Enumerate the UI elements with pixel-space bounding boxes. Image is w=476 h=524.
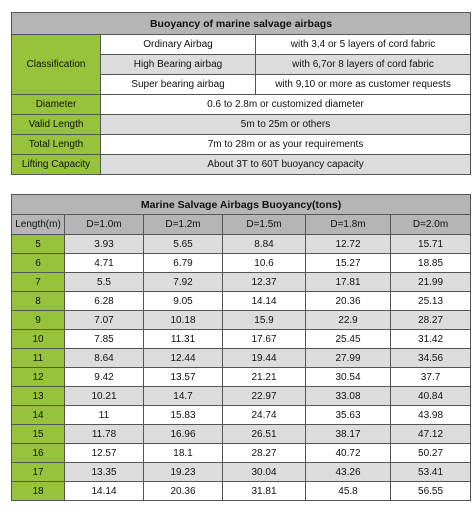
diameter-value: 0.6 to 2.8m or customized diameter xyxy=(101,95,471,115)
buoyancy-cell: 6.79 xyxy=(144,254,223,273)
class-name: High Bearing airbag xyxy=(101,55,256,75)
buoyancy-cell: 7.92 xyxy=(144,273,223,292)
table-row xyxy=(12,387,471,406)
class-name: Super bearing airbag xyxy=(101,75,256,95)
buoyancy-table xyxy=(11,194,471,501)
length-cell: 7 xyxy=(12,273,65,292)
buoyancy-cell: 19.44 xyxy=(223,349,306,368)
buoyancy-cell: 4.71 xyxy=(65,254,144,273)
length-cell: 14 xyxy=(12,406,65,425)
buoyancy-cell: 31.81 xyxy=(223,482,306,501)
buoyancy-table-title: Marine Salvage Airbags Buoyancy(tons) xyxy=(12,195,471,215)
buoyancy-cell: 7.07 xyxy=(65,311,144,330)
buoyancy-cell: 8.64 xyxy=(65,349,144,368)
buoyancy-cell: 11.78 xyxy=(65,425,144,444)
buoyancy-cell: 13.57 xyxy=(144,368,223,387)
column-header-d1.5: D=1.5m xyxy=(223,215,306,235)
length-cell: 6 xyxy=(12,254,65,273)
buoyancy-cell: 16.96 xyxy=(144,425,223,444)
buoyancy-cell: 28.27 xyxy=(391,311,471,330)
total-length-value: 7m to 28m or as your requirements xyxy=(101,135,471,155)
diameter-label: Diameter xyxy=(12,95,101,115)
buoyancy-cell: 3.93 xyxy=(65,235,144,254)
length-cell: 18 xyxy=(12,482,65,501)
buoyancy-cell: 9.05 xyxy=(144,292,223,311)
buoyancy-cell: 5.65 xyxy=(144,235,223,254)
class-description: with 3,4 or 5 layers of cord fabric xyxy=(256,35,471,55)
buoyancy-cell: 40.72 xyxy=(306,444,391,463)
buoyancy-cell: 31.42 xyxy=(391,330,471,349)
buoyancy-cell: 15.71 xyxy=(391,235,471,254)
length-cell: 16 xyxy=(12,444,65,463)
column-header-d1.8: D=1.8m xyxy=(306,215,391,235)
table-row xyxy=(12,330,471,349)
buoyancy-cell: 19.23 xyxy=(144,463,223,482)
length-cell: 9 xyxy=(12,311,65,330)
table-row xyxy=(12,235,471,254)
buoyancy-cell: 22.97 xyxy=(223,387,306,406)
buoyancy-cell: 13.35 xyxy=(65,463,144,482)
column-header-d1.0: D=1.0m xyxy=(65,215,144,235)
spec-table-title: Buoyancy of marine salvage airbags xyxy=(12,13,471,35)
class-description: with 6,7or 8 layers of cord fabric xyxy=(256,55,471,75)
buoyancy-cell: 43.26 xyxy=(306,463,391,482)
buoyancy-cell: 12.37 xyxy=(223,273,306,292)
buoyancy-table-body xyxy=(12,235,471,501)
buoyancy-cell: 15.9 xyxy=(223,311,306,330)
column-header-length: Length(m) xyxy=(12,215,65,235)
buoyancy-cell: 28.27 xyxy=(223,444,306,463)
length-cell: 8 xyxy=(12,292,65,311)
buoyancy-cell: 15.27 xyxy=(306,254,391,273)
buoyancy-cell: 5.5 xyxy=(65,273,144,292)
table-row xyxy=(12,273,471,292)
buoyancy-cell: 24.74 xyxy=(223,406,306,425)
buoyancy-cell: 14.14 xyxy=(65,482,144,501)
buoyancy-cell: 20.36 xyxy=(144,482,223,501)
buoyancy-cell: 30.54 xyxy=(306,368,391,387)
buoyancy-cell: 6.28 xyxy=(65,292,144,311)
table-row xyxy=(12,254,471,273)
buoyancy-cell: 35.63 xyxy=(306,406,391,425)
buoyancy-cell: 47.12 xyxy=(391,425,471,444)
valid-length-label: Valid Length xyxy=(12,115,101,135)
buoyancy-cell: 22.9 xyxy=(306,311,391,330)
buoyancy-cell: 38.17 xyxy=(306,425,391,444)
buoyancy-cell: 14.14 xyxy=(223,292,306,311)
buoyancy-cell: 15.83 xyxy=(144,406,223,425)
length-cell: 5 xyxy=(12,235,65,254)
total-length-label: Total Length xyxy=(12,135,101,155)
buoyancy-cell: 8.84 xyxy=(223,235,306,254)
table-row xyxy=(12,463,471,482)
table-row xyxy=(12,292,471,311)
buoyancy-cell: 11 xyxy=(65,406,144,425)
buoyancy-cell: 50.27 xyxy=(391,444,471,463)
buoyancy-cell: 9.42 xyxy=(65,368,144,387)
valid-length-value: 5m to 25m or others xyxy=(101,115,471,135)
buoyancy-cell: 43.98 xyxy=(391,406,471,425)
class-description: with 9,10 or more as customer requests xyxy=(256,75,471,95)
buoyancy-cell: 14.7 xyxy=(144,387,223,406)
lifting-capacity-value: About 3T to 60T buoyancy capacity xyxy=(101,155,471,175)
column-header-d1.2: D=1.2m xyxy=(144,215,223,235)
buoyancy-cell: 17.67 xyxy=(223,330,306,349)
buoyancy-cell: 7.85 xyxy=(65,330,144,349)
table-row xyxy=(12,368,471,387)
buoyancy-cell: 25.13 xyxy=(391,292,471,311)
table-row xyxy=(12,406,471,425)
buoyancy-cell: 12.44 xyxy=(144,349,223,368)
buoyancy-cell: 12.72 xyxy=(306,235,391,254)
buoyancy-cell: 17.81 xyxy=(306,273,391,292)
classification-label: Classification xyxy=(12,35,101,95)
buoyancy-cell: 37.7 xyxy=(391,368,471,387)
buoyancy-cell: 34.56 xyxy=(391,349,471,368)
buoyancy-cell: 20.36 xyxy=(306,292,391,311)
specification-table xyxy=(11,12,471,175)
table-row xyxy=(12,425,471,444)
buoyancy-cell: 26.51 xyxy=(223,425,306,444)
buoyancy-cell: 18.85 xyxy=(391,254,471,273)
buoyancy-cell: 11.31 xyxy=(144,330,223,349)
length-cell: 12 xyxy=(12,368,65,387)
buoyancy-cell: 40.84 xyxy=(391,387,471,406)
buoyancy-cell: 30.04 xyxy=(223,463,306,482)
table-row xyxy=(12,482,471,501)
buoyancy-cell: 21.99 xyxy=(391,273,471,292)
length-cell: 17 xyxy=(12,463,65,482)
buoyancy-cell: 27.99 xyxy=(306,349,391,368)
class-name: Ordinary Airbag xyxy=(101,35,256,55)
table-row xyxy=(12,349,471,368)
lifting-capacity-label: Lifting Capacity xyxy=(12,155,101,175)
buoyancy-cell: 25.45 xyxy=(306,330,391,349)
buoyancy-cell: 21.21 xyxy=(223,368,306,387)
length-cell: 15 xyxy=(12,425,65,444)
buoyancy-cell: 18.1 xyxy=(144,444,223,463)
table-row xyxy=(12,311,471,330)
buoyancy-cell: 12.57 xyxy=(65,444,144,463)
buoyancy-cell: 56.55 xyxy=(391,482,471,501)
length-cell: 11 xyxy=(12,349,65,368)
buoyancy-cell: 53.41 xyxy=(391,463,471,482)
length-cell: 10 xyxy=(12,330,65,349)
buoyancy-cell: 10.18 xyxy=(144,311,223,330)
buoyancy-cell: 10.6 xyxy=(223,254,306,273)
length-cell: 13 xyxy=(12,387,65,406)
buoyancy-cell: 33.08 xyxy=(306,387,391,406)
buoyancy-cell: 10.21 xyxy=(65,387,144,406)
buoyancy-cell: 45.8 xyxy=(306,482,391,501)
table-row xyxy=(12,444,471,463)
column-header-d2.0: D=2.0m xyxy=(391,215,471,235)
